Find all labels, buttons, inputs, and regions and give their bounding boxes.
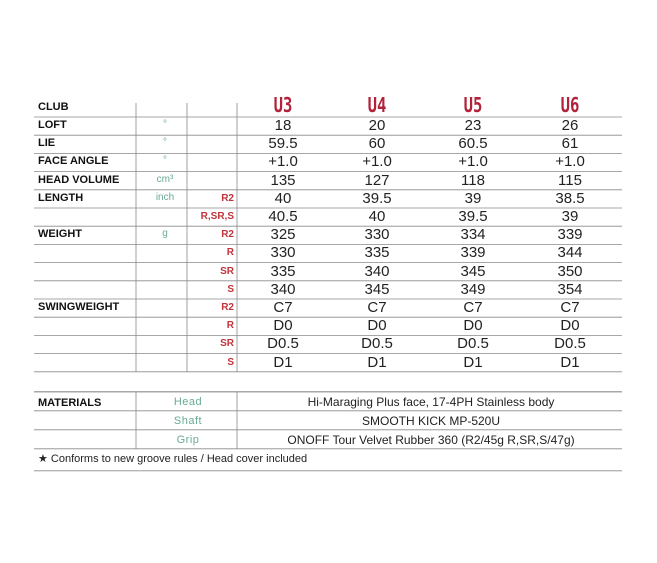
row-flex: R2 xyxy=(221,302,234,313)
spec-value: 354 xyxy=(557,280,583,298)
row-flex: S xyxy=(227,283,234,295)
spec-value: D1 xyxy=(273,353,293,371)
spec-value: 40 xyxy=(274,189,292,207)
spec-value: 340 xyxy=(364,262,390,280)
row-unit: inch xyxy=(155,191,175,203)
spec-value: 39 xyxy=(561,208,579,225)
spec-value: 325 xyxy=(270,226,296,244)
spec-value: D0.5 xyxy=(554,335,586,353)
spec-value: 118 xyxy=(461,171,485,189)
spec-value: 345 xyxy=(460,262,486,280)
material-value-shaft: SMOOTH KICK MP-520U xyxy=(361,413,501,428)
material-value-grip: ONOFF Tour Velvet Rubber 360 (R2/45g R,SR,S/47g) xyxy=(287,432,575,447)
spec-value: C7 xyxy=(367,299,387,316)
club-header-label: CLUB xyxy=(38,101,69,113)
spec-value: 39.5 xyxy=(458,208,488,225)
spec-value: D0 xyxy=(463,317,483,335)
spec-value: D0 xyxy=(273,317,293,335)
spec-value: C7 xyxy=(560,299,580,316)
spec-value: D0 xyxy=(367,317,387,335)
material-part-shaft: Shaft xyxy=(173,414,203,427)
spec-value: 349 xyxy=(460,280,486,298)
spec-value: 60.5 xyxy=(458,135,488,153)
spec-value: 350 xyxy=(557,262,583,280)
model-header-u6: U6 xyxy=(560,93,580,117)
row-flex: R2 xyxy=(221,229,234,241)
spec-value: 40 xyxy=(368,208,386,225)
spec-value: 40.5 xyxy=(268,208,298,225)
spec-value: 339 xyxy=(460,244,486,262)
row-flex: SR xyxy=(220,338,234,350)
spec-value: 61 xyxy=(561,135,579,153)
spec-value: 20 xyxy=(368,117,386,134)
row-flex: R xyxy=(226,320,234,332)
row-unit: ° xyxy=(163,137,167,149)
spec-value: 115 xyxy=(558,171,582,189)
row-flex: R,SR,S xyxy=(200,211,234,222)
spec-value: D0.5 xyxy=(457,335,489,353)
spec-value: +1.0 xyxy=(362,153,392,171)
spec-value: 39.5 xyxy=(362,189,392,207)
row-unit: ° xyxy=(163,119,167,130)
row-label: FACE ANGLE xyxy=(38,155,109,168)
row-label: SWINGWEIGHT xyxy=(38,301,120,313)
material-part-grip: Grip xyxy=(176,433,200,446)
row-label: HEAD VOLUME xyxy=(38,173,120,186)
row-label: LENGTH xyxy=(38,191,84,204)
spec-value: D0.5 xyxy=(267,335,299,353)
spec-value: 335 xyxy=(364,244,390,262)
row-label: LOFT xyxy=(38,119,67,131)
spec-value: +1.0 xyxy=(268,153,298,171)
spec-value: D1 xyxy=(367,353,387,371)
model-header-u3: U3 xyxy=(273,93,293,117)
spec-value: 330 xyxy=(270,244,296,262)
material-part-head: Head xyxy=(173,395,203,408)
footnote-text: ★ Conforms to new groove rules / Head cover included xyxy=(38,452,308,465)
spec-value: 335 xyxy=(270,262,296,280)
row-unit: cm³ xyxy=(156,173,174,185)
spec-value: D0.5 xyxy=(361,335,393,353)
row-unit: ° xyxy=(163,155,167,167)
spec-value: C7 xyxy=(273,299,293,316)
row-flex: R2 xyxy=(221,192,234,204)
spec-value: +1.0 xyxy=(458,153,488,171)
row-flex: R xyxy=(226,247,234,259)
material-value-head: Hi-Maraging Plus face, 17-4PH Stainless body xyxy=(307,394,555,409)
row-unit: g xyxy=(162,228,168,240)
spec-value: D1 xyxy=(463,353,483,371)
spec-value: D1 xyxy=(560,353,580,371)
spec-value: 60 xyxy=(368,135,386,153)
spec-value: 135 xyxy=(270,171,296,189)
materials-label: MATERIALS xyxy=(38,396,102,409)
spec-value: C7 xyxy=(463,299,483,316)
spec-value: 334 xyxy=(460,226,486,244)
spec-value: 127 xyxy=(364,171,390,189)
spec-value: 340 xyxy=(270,280,296,298)
row-label: LIE xyxy=(38,137,56,150)
spec-value: 344 xyxy=(557,244,583,262)
row-label: WEIGHT xyxy=(38,228,82,241)
spec-value: 345 xyxy=(364,280,390,298)
row-flex: S xyxy=(227,356,234,368)
spec-value: 339 xyxy=(557,226,583,244)
row-flex: SR xyxy=(220,265,234,277)
spec-value: 39 xyxy=(464,189,482,207)
spec-value: D0 xyxy=(560,317,580,335)
spec-value: +1.0 xyxy=(555,153,585,171)
spec-value: 26 xyxy=(561,117,579,134)
spec-value: 59.5 xyxy=(268,135,298,153)
model-header-u5: U5 xyxy=(463,93,483,117)
spec-value: 18 xyxy=(274,117,292,134)
spec-value: 330 xyxy=(364,226,390,244)
model-header-u4: U4 xyxy=(367,93,387,117)
spec-value: 38.5 xyxy=(555,189,585,207)
spec-value: 23 xyxy=(464,117,482,134)
